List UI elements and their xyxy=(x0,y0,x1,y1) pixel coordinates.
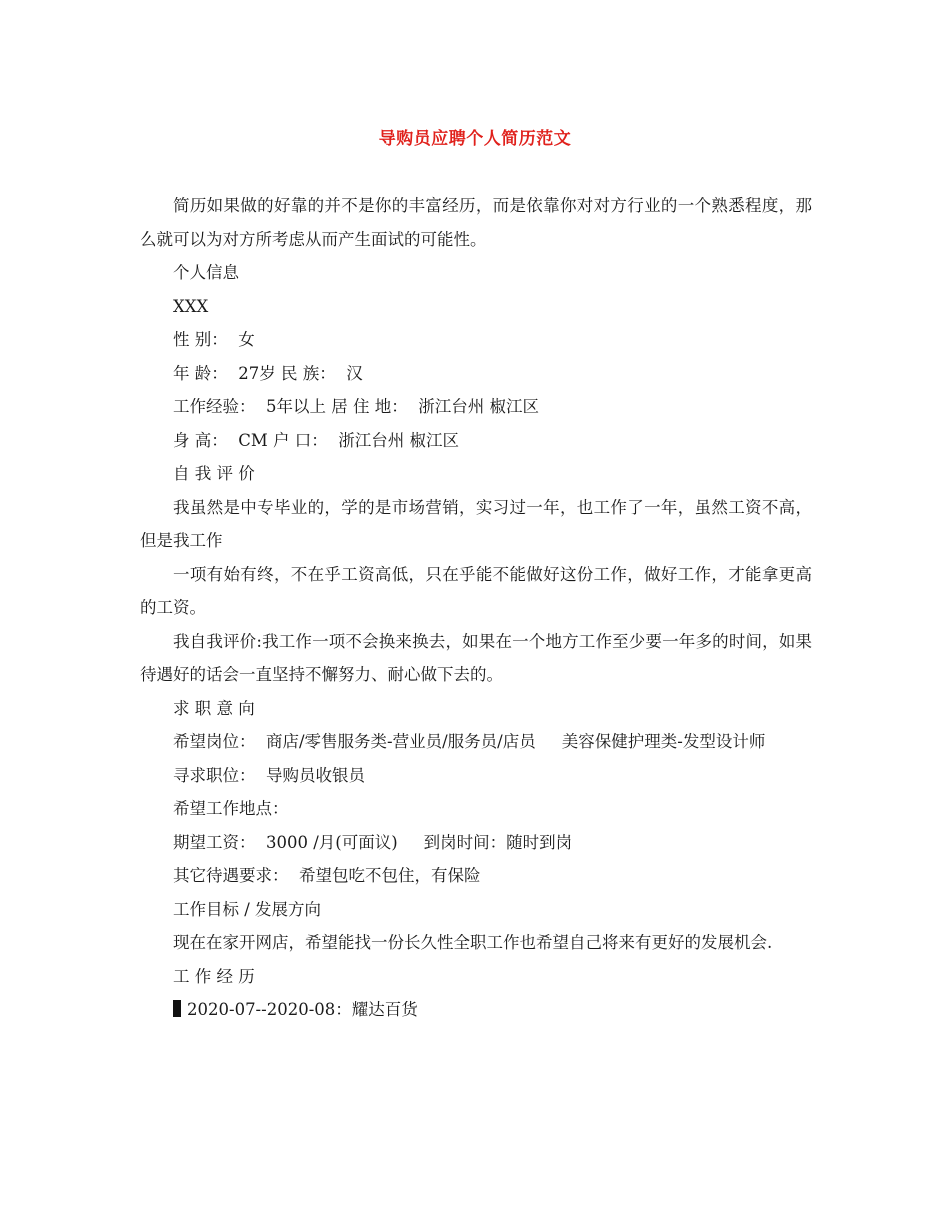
arrival-text: 到岗时间：随时到岗 xyxy=(423,832,573,852)
goal-paragraph: 现在在家开网店，希望能找一份长久性全职工作也希望自己将来有更好的发展机会. xyxy=(173,933,773,952)
other-benefits-line: 其它待遇要求： 希望包吃不包住，有保险 xyxy=(173,866,481,885)
document-body xyxy=(140,189,812,1027)
square-bullet-icon xyxy=(173,1000,181,1017)
age-ethnicity-line: 年 龄： 27岁 民 族： 汉 xyxy=(173,363,363,383)
salary-arrival-line xyxy=(140,826,812,860)
height-hukou-line: 身 高： CM 户 口： 浙江台州 椒江区 xyxy=(173,430,459,450)
self-evaluation-paragraph-3: 我自我评价:我工作一项不会换来换去，如果在一个地方工作至少要一年多的时间，如果待遇好的话会一直坚持不懈努力、耐心做下去的。 xyxy=(140,631,812,684)
intro-paragraph: 简历如果做的好靠的并不是你的丰富经历，而是依靠你对对方行业的一个熟悉程度，那么就可以为对方所考虑从而产生面试的可能性。 xyxy=(140,196,812,249)
self-evaluation-heading: 自 我 评 价 xyxy=(173,464,255,483)
document-title: 导购员应聘个人简历范文 xyxy=(378,129,572,149)
self-evaluation-paragraph-2: 一项有始有终，不在乎工资高低，只在乎能不能做好这份工作，做好工作，才能拿更高的工资。 xyxy=(140,564,812,617)
work-history-heading: 工 作 经 历 xyxy=(173,966,255,986)
job-intent-heading: 求 职 意 向 xyxy=(173,698,255,718)
work-entry-text: 2020-07--2020-08：耀达百货 xyxy=(187,1000,418,1019)
name-line: XXX xyxy=(173,296,209,316)
desired-position-line xyxy=(140,725,812,759)
salary-text: 期望工资： 3000 /月(可面议) xyxy=(173,832,398,852)
desired-location-line: 希望工作地点： xyxy=(173,799,289,818)
seeking-position-line: 寻求职位： 导购员收银员 xyxy=(173,765,365,785)
personal-info-heading: 个人信息 xyxy=(173,263,239,282)
gender-line: 性 别： 女 xyxy=(173,330,255,349)
desired-position-a: 希望岗位： 商店/零售服务类-营业员/服务员/店员 xyxy=(173,732,536,751)
self-evaluation-paragraph-1: 我虽然是中专毕业的，学的是市场营销，实习过一年，也工作了一年，虽然工资不高，但是我工作 xyxy=(140,497,812,550)
desired-position-b: 美容保健护理类-发型设计师 xyxy=(561,732,766,751)
work-entry-line xyxy=(140,993,812,1027)
experience-residence-line: 工作经验： 5年以上 居 住 地： 浙江台州 椒江区 xyxy=(173,397,539,416)
goal-heading: 工作目标 / 发展方向 xyxy=(173,899,322,919)
